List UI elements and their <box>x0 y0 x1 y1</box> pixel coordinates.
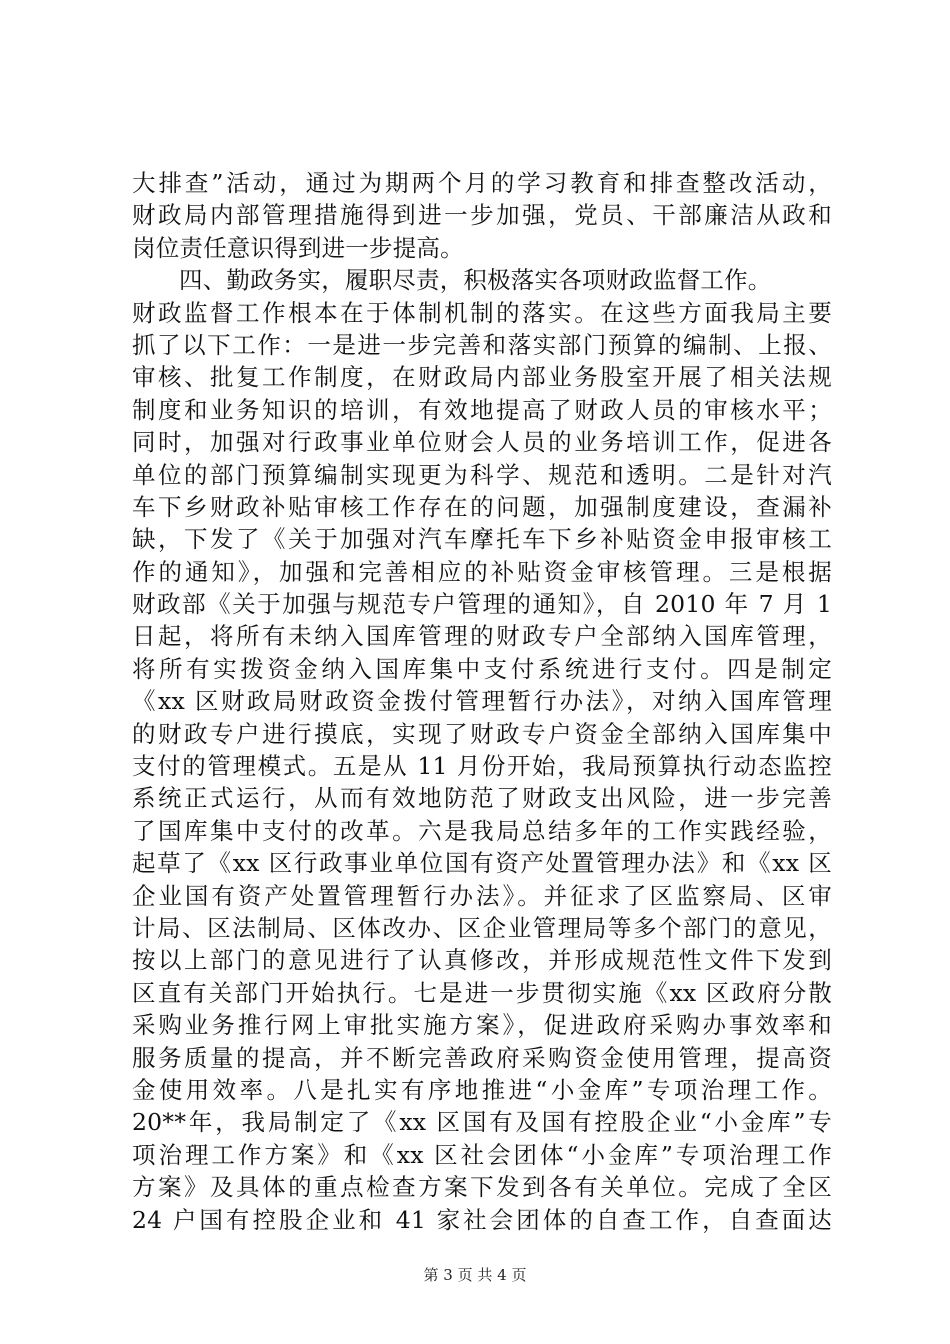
text-line: 20**年，我局制定了《xx 区国有及国有控股企业“小金库”专 <box>132 1108 832 1137</box>
text-line: 同时，加强对行政事业单位财会人员的业务培训工作，促进各 <box>132 428 832 457</box>
text-line: 大排查”活动，通过为期两个月的学习教育和排查整改活动， <box>132 169 832 197</box>
text-line: 作的通知》，加强和完善相应的补贴资金审核管理。三是根据 <box>132 557 832 586</box>
text-line: 缺，下发了《关于加强对汽车摩托车下乡补贴资金申报审核工 <box>132 525 832 554</box>
text-line: 按以上部门的意见进行了认真修改，并形成规范性文件下发到 <box>132 946 832 975</box>
text-line: 财政部《关于加强与规范专户管理的通知》，自 2010 年 7 月 1 <box>132 590 832 619</box>
text-line: 支付的管理模式。五是从 11 月份开始，我局预算执行动态监控 <box>132 752 832 781</box>
text-line: 财政局内部管理措施得到进一步加强，党员、干部廉洁从政和 <box>132 201 832 230</box>
text-line: 服务质量的提高，并不断完善政府采购资金使用管理，提高资 <box>132 1043 832 1072</box>
text-line: 项治理工作方案》和《xx 区社会团体“小金库”专项治理工作 <box>132 1140 832 1169</box>
text-line: 采购业务推行网上审批实施方案》，促进政府采购办事效率和 <box>132 1011 832 1040</box>
text-line: 将所有实拨资金纳入国库集中支付系统进行支付。四是制定 <box>132 654 832 683</box>
text-line: 财政监督工作根本在于体制机制的落实。在这些方面我局主要 <box>132 298 832 327</box>
text-line: 金使用效率。八是扎实有序地推进“小金库”专项治理工作。 <box>132 1075 832 1104</box>
text-line: 系统正式运行，从而有效地防范了财政支出风险，进一步完善 <box>132 784 832 813</box>
text-line: 24 户国有控股企业和 41 家社会团体的自查工作，自查面达 <box>132 1205 832 1234</box>
text-line: 方案》及具体的重点检查方案下发到各有关单位。完成了全区 <box>132 1173 832 1202</box>
text-line: 审核、批复工作制度，在财政局内部业务股室开展了相关法规 <box>132 363 832 392</box>
body-text <box>132 167 832 1236</box>
text-line: 企业国有资产处置管理暂行办法》。并征求了区监察局、区审 <box>132 881 832 910</box>
text-line: 车下乡财政补贴审核工作存在的问题，加强制度建设，查漏补 <box>132 492 832 521</box>
text-line: 单位的部门预算编制实现更为科学、规范和透明。二是针对汽 <box>132 460 832 489</box>
text-line: 岗位责任意识得到进一步提高。 <box>132 233 464 262</box>
text-line: 抓了以下工作：一是进一步完善和落实部门预算的编制、上报、 <box>132 330 832 359</box>
section-heading-line: 四、勤政务实，履职尽责，积极落实各项财政监督工作。 <box>179 266 772 295</box>
page-footer: 第 3 页 共 4 页 <box>423 1266 527 1284</box>
text-line: 的财政专户进行摸底，实现了财政专户资金全部纳入国库集中 <box>132 719 832 748</box>
text-line: 计局、区法制局、区体改办、区企业管理局等多个部门的意见， <box>132 913 832 942</box>
text-line: 起草了《xx 区行政事业单位国有资产处置管理办法》和《xx 区 <box>132 849 832 878</box>
text-line: 《xx 区财政局财政资金拨付管理暂行办法》，对纳入国库管理 <box>132 687 832 716</box>
text-line: 制度和业务知识的培训，有效地提高了财政人员的审核水平； <box>132 395 832 424</box>
text-line: 区直有关部门开始执行。七是进一步贯彻实施《xx 区政府分散 <box>132 978 832 1007</box>
text-line: 了国库集中支付的改革。六是我局总结多年的工作实践经验， <box>132 816 832 845</box>
text-line: 日起，将所有未纳入国库管理的财政专户全部纳入国库管理， <box>132 622 832 651</box>
